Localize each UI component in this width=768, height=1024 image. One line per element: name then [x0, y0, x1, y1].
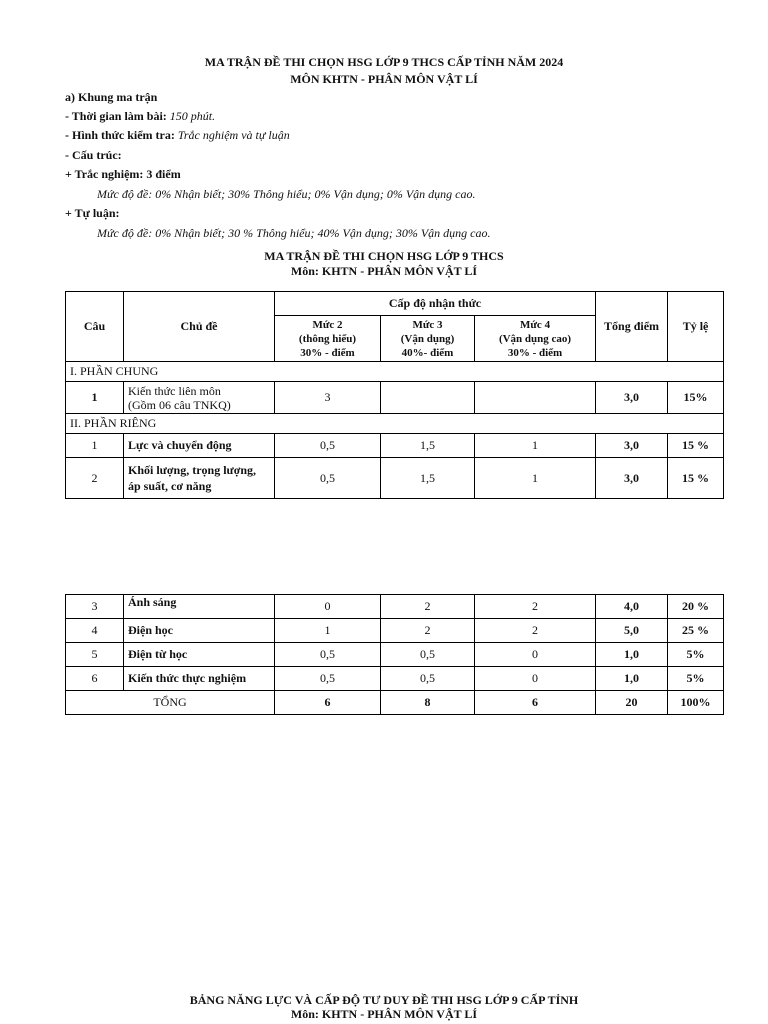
cell-muc2: 3 [275, 382, 381, 414]
cell-tyle: 25 % [668, 619, 724, 643]
cell-tyle: 15% [668, 382, 724, 414]
header-cau: Câu [66, 292, 124, 362]
cell-muc3: 2 [381, 595, 475, 619]
cell-tyle: 15 % [668, 458, 724, 499]
cell-cau: 6 [66, 667, 124, 691]
cell-muc3 [381, 382, 475, 414]
cell-tong: 1,0 [596, 643, 668, 667]
header-muc2: Mức 2 (thông hiểu) 30% - điểm [275, 316, 381, 362]
cell-muc2: 0 [275, 595, 381, 619]
header-cap-do: Cấp độ nhận thức [275, 292, 596, 316]
cell-muc4: 1 [475, 458, 596, 499]
cell-tong: 3,0 [596, 458, 668, 499]
cell-muc4 [475, 382, 596, 414]
total-muc3: 8 [381, 691, 475, 715]
table-row [66, 595, 724, 619]
mcq-levels: Mức độ đề: 0% Nhận biết; 30% Thông hiểu; 0% Vận dụng; 0% Vận dụng cao. [97, 187, 476, 201]
cell-muc4: 2 [475, 619, 596, 643]
cell-chu-de: Ánh sáng [124, 595, 275, 619]
cell-muc3: 1,5 [381, 458, 475, 499]
document-subtitle: MÔN KHTN - PHÂN MÔN VẬT LÍ [290, 72, 478, 86]
table-row [66, 458, 724, 499]
time-line [65, 107, 215, 126]
header-chu-de: Chủ đề [124, 292, 275, 362]
cell-tong: 3,0 [596, 382, 668, 414]
matrix-table-part1 [65, 291, 724, 499]
cell-cau: 2 [66, 458, 124, 499]
table-row [66, 619, 724, 643]
cell-muc3: 0,5 [381, 643, 475, 667]
total-muc2: 6 [275, 691, 381, 715]
form-line [65, 126, 290, 145]
cell-muc3: 1,5 [381, 434, 475, 458]
table-subtitle: Môn: KHTN - PHÂN MÔN VẬT LÍ [290, 264, 478, 278]
header-muc4: Mức 4 (Vận dụng cao) 30% - điểm [475, 316, 596, 362]
table-row [66, 434, 724, 458]
document-title: MA TRẬN ĐỀ THI CHỌN HSG LỚP 9 THCS CẤP TỈNH NĂM 2024 [204, 55, 564, 69]
table-row [66, 643, 724, 667]
header-ty-le: Tỷ lệ [668, 292, 724, 362]
total-row [66, 691, 724, 715]
cell-chu-de: Điện từ học [124, 643, 275, 667]
structure-label: - Cấu trúc: [65, 148, 122, 162]
total-label: TỔNG [66, 691, 275, 715]
cell-muc2: 0,5 [275, 643, 381, 667]
cell-chu-de: Khối lượng, trọng lượng, áp suất, cơ năng [124, 458, 275, 499]
cell-tong: 3,0 [596, 434, 668, 458]
cell-muc3: 0,5 [381, 667, 475, 691]
header-muc3: Mức 3 (Vận dụng) 40%- điểm [381, 316, 475, 362]
form-label: - Hình thức kiểm tra: [65, 128, 175, 142]
time-label: - Thời gian làm bài: [65, 109, 167, 123]
cell-cau: 1 [66, 382, 124, 414]
cell-muc2: 0,5 [275, 667, 381, 691]
cell-muc2: 1 [275, 619, 381, 643]
cell-muc2: 0,5 [275, 458, 381, 499]
cell-chu-de: Kiến thức liên môn (Gồm 06 câu TNKQ) [124, 382, 275, 414]
header-tong-diem: Tổng điểm [596, 292, 668, 362]
total-tong: 20 [596, 691, 668, 715]
table-title: MA TRẬN ĐỀ THI CHỌN HSG LỚP 9 THCS [264, 249, 504, 263]
total-tyle: 100% [668, 691, 724, 715]
cell-tyle: 5% [668, 643, 724, 667]
section-phan-rieng: II. PHẦN RIÊNG [66, 414, 724, 434]
cell-tong: 5,0 [596, 619, 668, 643]
cell-muc4: 0 [475, 643, 596, 667]
cell-tyle: 5% [668, 667, 724, 691]
cell-cau: 4 [66, 619, 124, 643]
total-muc4: 6 [475, 691, 596, 715]
cell-muc4: 1 [475, 434, 596, 458]
essay-levels: Mức độ đề: 0% Nhận biết; 30 % Thông hiểu; 40% Vận dụng; 30% Vận dụng cao. [97, 226, 491, 240]
cell-cau: 1 [66, 434, 124, 458]
footer-subtitle: Môn: KHTN - PHÂN MÔN VẬT LÍ [290, 1007, 478, 1021]
cell-tong: 1,0 [596, 667, 668, 691]
cell-chu-de: Điện học [124, 619, 275, 643]
table-row [66, 382, 724, 414]
footer-title: BẢNG NĂNG LỰC VÀ CẤP ĐỘ TƯ DUY ĐỀ THI HSG LỚP 9 CẤP TỈNH [189, 993, 579, 1007]
section-a-heading: a) Khung ma trận [65, 90, 158, 104]
cell-cau: 5 [66, 643, 124, 667]
section-phan-chung: I. PHẦN CHUNG [66, 362, 724, 382]
cell-tong: 4,0 [596, 595, 668, 619]
matrix-table-part2 [65, 594, 724, 715]
cell-tyle: 20 % [668, 595, 724, 619]
cell-muc2: 0,5 [275, 434, 381, 458]
cell-muc3: 2 [381, 619, 475, 643]
cell-tyle: 15 % [668, 434, 724, 458]
time-value: 150 phút. [169, 109, 216, 123]
essay-label: + Tự luận: [65, 206, 120, 220]
cell-muc4: 0 [475, 667, 596, 691]
cell-cau: 3 [66, 595, 124, 619]
table-row [66, 667, 724, 691]
cell-muc4: 2 [475, 595, 596, 619]
mcq-label: + Trắc nghiệm: 3 điểm [65, 167, 181, 181]
cell-chu-de: Kiến thức thực nghiệm [124, 667, 275, 691]
cell-chu-de: Lực và chuyển động [124, 434, 275, 458]
form-value: Trắc nghiệm và tự luận [177, 128, 290, 142]
